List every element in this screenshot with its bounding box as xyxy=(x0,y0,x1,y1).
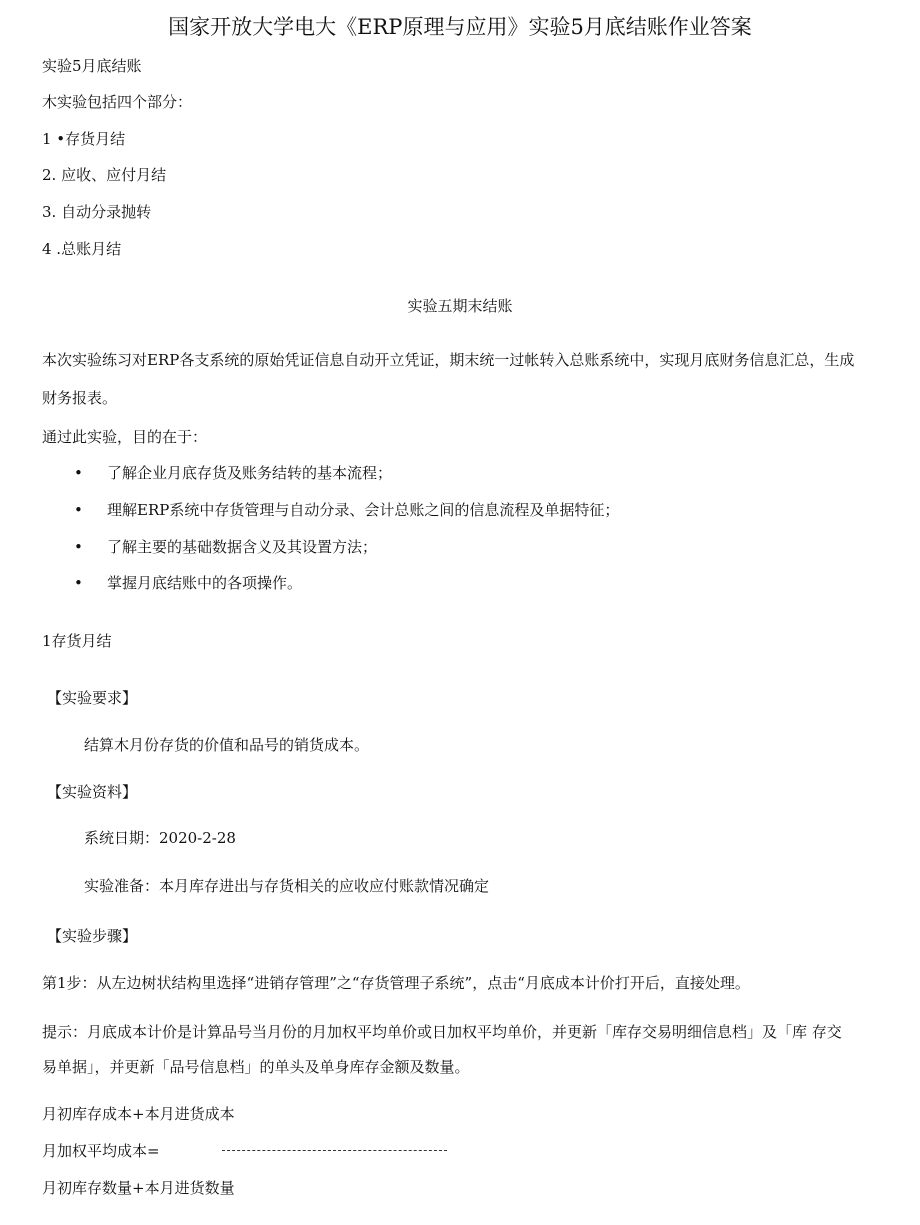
part-item-3: 3. 自动分录抛转 xyxy=(42,203,152,221)
formula-lhs: 月加权平均成本= xyxy=(42,1142,160,1160)
purpose-item-4: 掌握月底结账中的各项操作。 xyxy=(107,574,303,592)
purpose-item-3: 了解主要的基础数据含义及其设置方法； xyxy=(107,538,378,556)
bullet-icon: • xyxy=(74,538,83,556)
formula-denominator: 月初库存数量+本月进货数量 xyxy=(42,1179,235,1197)
purpose-intro: 通过此实验，目的在于： xyxy=(42,428,208,446)
fraction-bar xyxy=(222,1150,447,1151)
intro-heading: 实验5月底结账 xyxy=(42,57,142,75)
part-item-4: 4 .总账月结 xyxy=(42,240,122,258)
bullet-icon: • xyxy=(74,464,83,482)
purpose-item-1: 了解企业月底存货及账务结转的基本流程； xyxy=(107,464,393,482)
requirements-label: 【实验要求】 xyxy=(47,689,138,707)
tip-line-2: 易单据」，并更新「品号信息档」的单头及单身库存金额及数量。 xyxy=(42,1058,470,1076)
tip-line-1: 提示：月底成本计价是计算品号当月份的月加权平均单价或日加权平均单价，并更新「库存交易明细信息档」及「库 存交 xyxy=(42,1023,842,1041)
preparation-text: 实验准备：本月库存进出与存货相关的应收应付账款情况确定 xyxy=(84,877,490,895)
part-item-1: 1 •存货月结 xyxy=(42,130,126,148)
description-line-1: 本次实验练习对ERP各支系统的原始凭证信息自动开立凭证，期末统一过帐转入总账系统中，实现月底财务信息汇总，生成 xyxy=(42,351,855,369)
bullet-icon: • xyxy=(74,501,83,519)
step-1-text: 第1步：从左边树状结构里选择“进销存管理”之“存货管理子系统”，点击“月底成本计价打开后，直接处理。 xyxy=(42,974,750,992)
section-title: 实验五期末结账 xyxy=(407,297,513,315)
formula-numerator: 月初库存成本+本月进货成本 xyxy=(42,1105,235,1123)
document-title: 国家开放大学电大《ERP原理与应用》实验5月底结账作业答案 xyxy=(168,15,752,39)
purpose-item-2: 理解ERP系统中存货管理与自动分录、会计总账之间的信息流程及单据特征； xyxy=(107,501,620,519)
system-date: 系统日期：2020-2-28 xyxy=(84,829,236,847)
part1-heading: 1存货月结 xyxy=(42,632,112,650)
bullet-icon: • xyxy=(74,574,83,592)
description-line-2: 财务报表。 xyxy=(42,389,118,407)
materials-label: 【实验资料】 xyxy=(47,783,138,801)
parts-intro: 木实验包括四个部分： xyxy=(42,93,193,111)
steps-label: 【实验步骤】 xyxy=(47,927,138,945)
requirements-text: 结算木月份存货的价值和品号的销货成本。 xyxy=(84,736,370,754)
part-item-2: 2. 应收、应付月结 xyxy=(42,166,167,184)
